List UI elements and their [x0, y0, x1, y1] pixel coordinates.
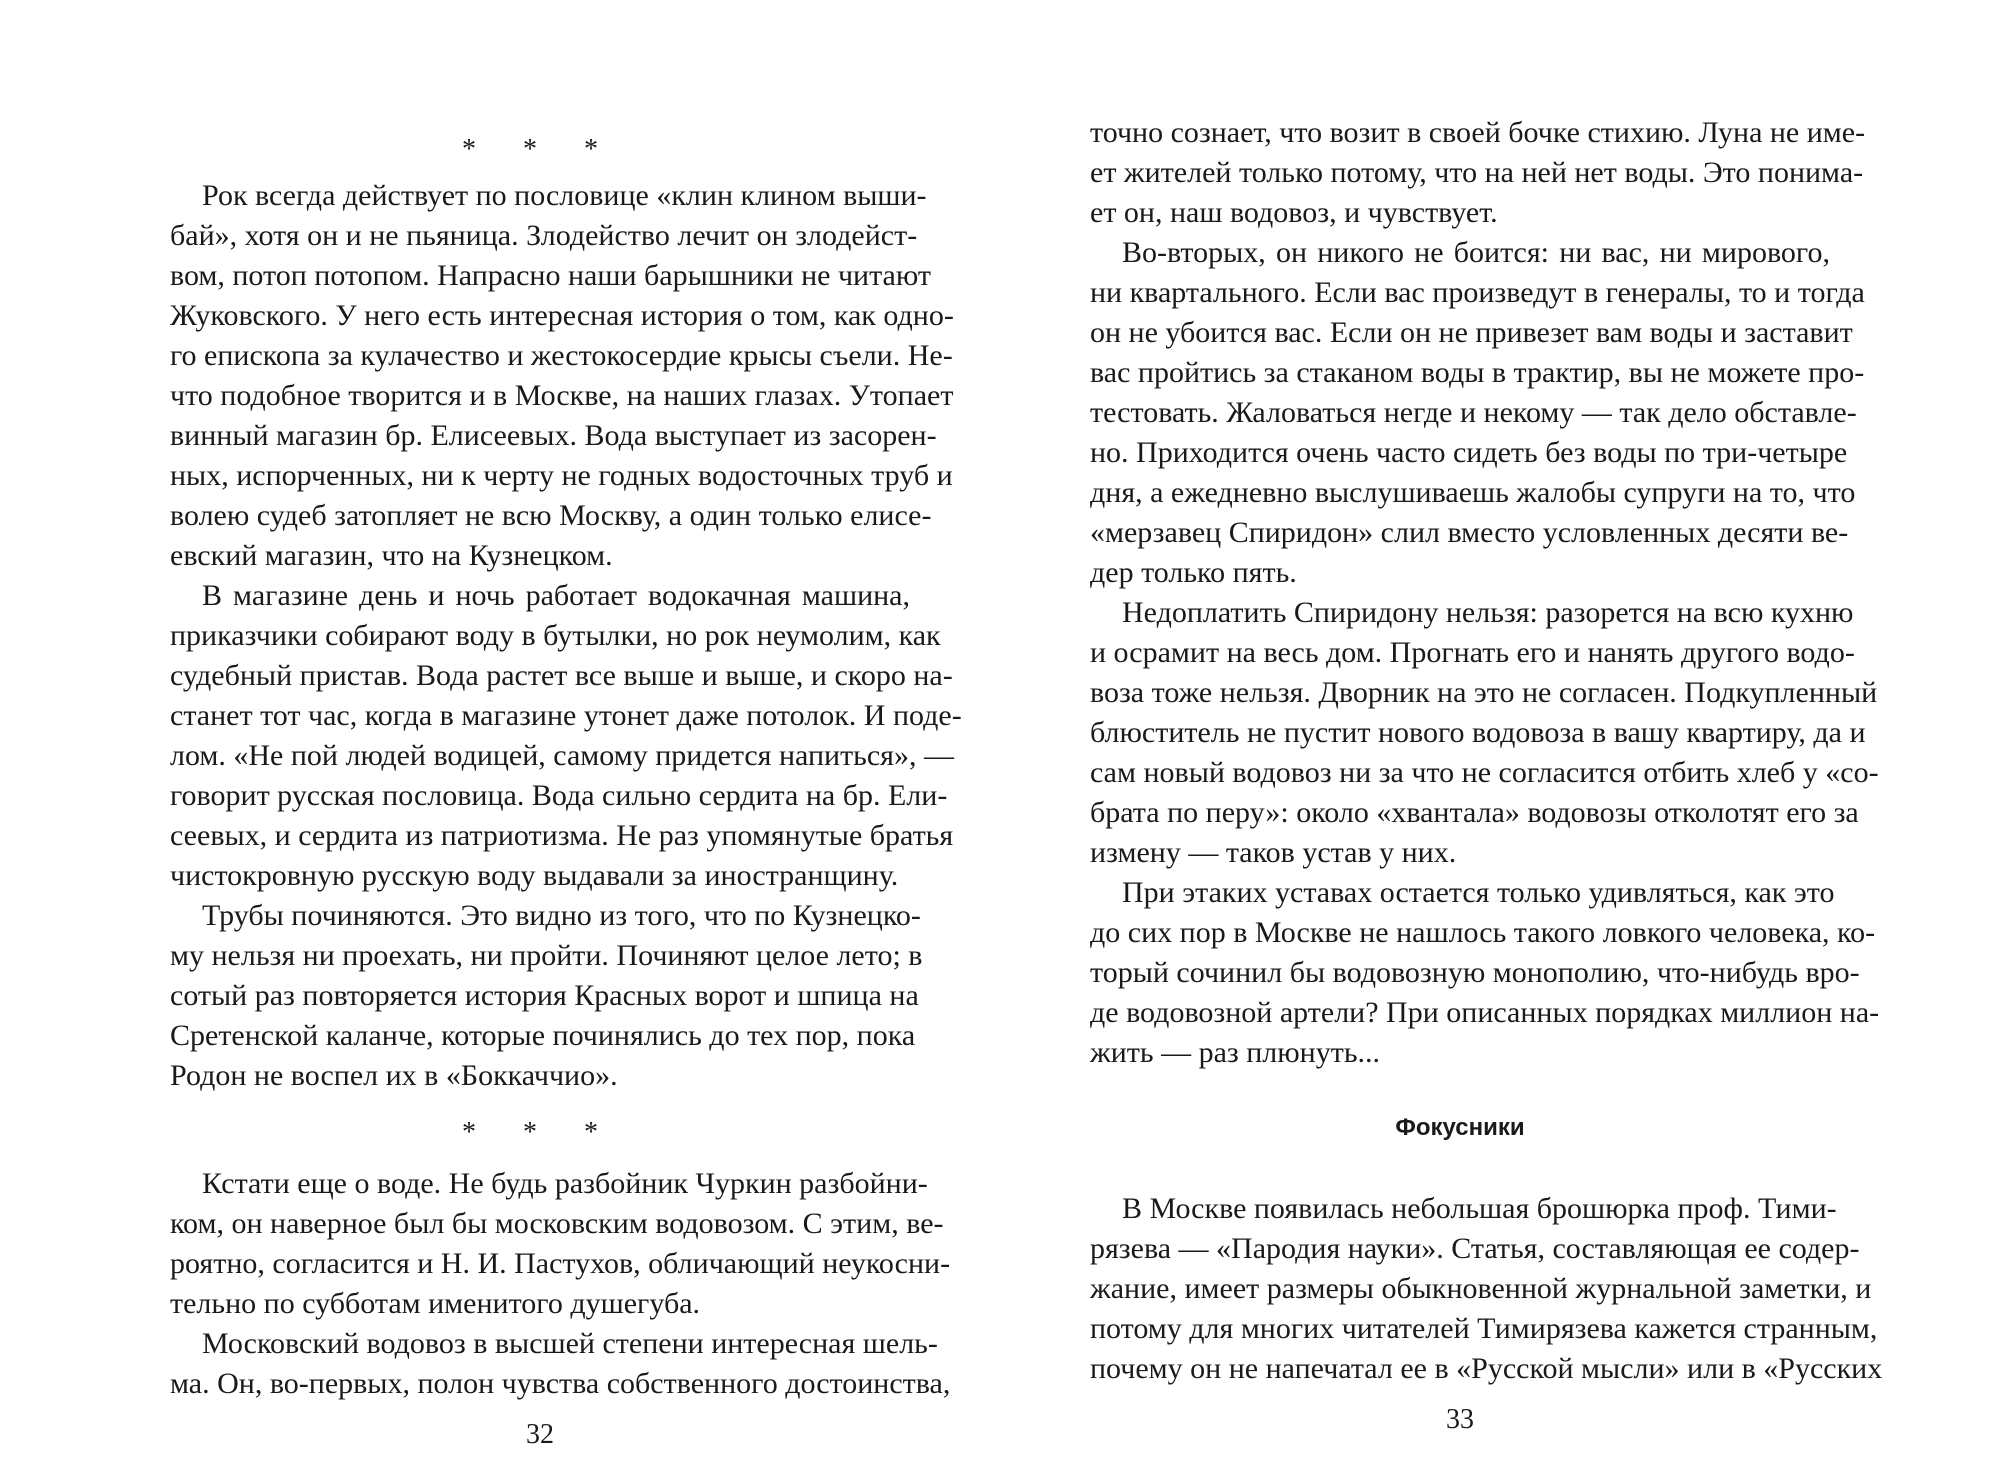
text-line: рязева — «Пародия науки». Статья, составляющая ее содер-	[1090, 1232, 1860, 1265]
text-line: точно сознает, что возит в своей бочке стихию. Луна не име-	[1090, 116, 1866, 149]
text-line: и осрамит на весь дом. Прогнать его и нанять другого водо-	[1090, 636, 1855, 669]
text-line: ма. Он, во-первых, полон чувства собственного достоинства,	[170, 1367, 951, 1400]
text-line: вом, потоп потопом. Напрасно наши барышники не читают	[170, 259, 932, 292]
page-number: 33	[1446, 1404, 1474, 1435]
text-line: бай», хотя он и не пьяница. Злодейство лечит он злодейст-	[170, 219, 918, 252]
section-heading: Фокусники	[1395, 1114, 1525, 1141]
text-line: жание, имеет размеры обыкновенной журнальной заметки, и	[1090, 1272, 1872, 1305]
text-line: потому для многих читателей Тимирязева кажется странным,	[1090, 1312, 1878, 1345]
section-separator: * * *	[462, 1117, 618, 1148]
text-line: В Москве появилась небольшая брошюрка проф. Тими-	[1122, 1192, 1837, 1225]
text-line: лом. «Не пой людей водицей, самому придется напиться», —	[170, 739, 954, 772]
text-line: го епископа за кулачество и жестокосердие крысы съели. Не-	[170, 339, 953, 372]
text-line: Родон не воспел их в «Боккаччио».	[170, 1059, 618, 1092]
text-line: ных, испорченных, ни к черту не годных водосточных труб и	[170, 459, 953, 492]
text-line: Трубы починяются. Это видно из того, что по Кузнецко-	[202, 899, 921, 932]
text-line: станет тот час, когда в магазине утонет даже потолок. И поде-	[170, 699, 962, 732]
text-line: он не убоится вас. Если он не привезет вам воды и заставит	[1090, 316, 1853, 349]
text-line: Жуковского. У него есть интересная история о том, как одно-	[170, 299, 954, 332]
text-line: дня, а ежедневно выслушиваешь жалобы супруги на то, что	[1090, 476, 1856, 509]
text-line: ет жителей только потому, что на ней нет воды. Это понима-	[1090, 156, 1864, 189]
text-line: роятно, согласится и Н. И. Пастухов, обличающий неукосни-	[170, 1247, 951, 1280]
text-line: При этаких уставах остается только удивляться, как это	[1122, 876, 1835, 909]
text-line: брата по перу»: около «хвантала» водовозы отколотят его за	[1090, 796, 1859, 829]
text-line: Кстати еще о воде. Не будь разбойник Чуркин разбойни-	[202, 1167, 928, 1200]
text-line: евский магазин, что на Кузнецком.	[170, 539, 613, 572]
text-line: торый сочинил бы водовозную монополию, что-нибудь вро-	[1090, 956, 1860, 989]
text-line: волею судеб затопляет не всю Москву, а один только елисе-	[170, 499, 932, 532]
text-line: ком, он наверное был бы московским водовозом. С этим, ве-	[170, 1207, 944, 1240]
text-line: почему он не напечатал ее в «Русской мысли» или в «Русских	[1090, 1352, 1883, 1385]
text-line: Недоплатить Спиридону нельзя: разорется на всю кухню	[1122, 596, 1854, 629]
text-line: Во-вторых, он никого не боится: ни вас, ни мирового,	[1122, 236, 1830, 269]
text-line: сотый раз повторяется история Красных ворот и шпица на	[170, 979, 919, 1012]
text-line: ет он, наш водовоз, и чувствует.	[1090, 196, 1498, 229]
section-separator: * * *	[462, 134, 618, 165]
text-line: измену — таков устав у них.	[1090, 836, 1457, 869]
text-line: приказчики собирают воду в бутылки, но рок неумолим, как	[170, 619, 941, 652]
text-line: тестовать. Жаловаться негде и некому — так дело обставле-	[1090, 396, 1857, 429]
text-line: чистокровную русскую воду выдавали за иностранщину.	[170, 859, 899, 892]
text-line: тельно по субботам именитого душегуба.	[170, 1287, 701, 1320]
text-line: де водовозной артели? При описанных порядках миллион на-	[1090, 996, 1880, 1029]
text-line: Рок всегда действует по пословице «клин клином выши-	[202, 179, 927, 212]
text-line: что подобное творится и в Москве, на наших глазах. Утопает	[170, 379, 954, 412]
text-line: жить — раз плюнуть...	[1090, 1036, 1381, 1069]
text-line: до сих пор в Москве не нашлось такого ловкого человека, ко-	[1090, 916, 1876, 949]
text-line: сам новый водовоз ни за что не согласится отбить хлеб у «со-	[1090, 756, 1879, 789]
text-line: Сретенской каланче, которые починялись до тех пор, пока	[170, 1019, 916, 1052]
page-number: 32	[526, 1419, 554, 1450]
text-line: дер только пять.	[1090, 556, 1297, 589]
text-line: судебный пристав. Вода растет все выше и выше, и скоро на-	[170, 659, 953, 692]
text-line: винный магазин бр. Елисеевых. Вода выступает из засорен-	[170, 419, 937, 452]
text-line: говорит русская пословица. Вода сильно сердита на бр. Ели-	[170, 779, 948, 812]
text-line: но. Приходится очень часто сидеть без воды по три-четыре	[1090, 436, 1848, 469]
text-line: воза тоже нельзя. Дворник на это не согласен. Подкупленный	[1090, 676, 1878, 709]
text-line: сеевых, и сердита из патриотизма. Не раз упомянутые братья	[170, 819, 954, 852]
text-line: «мерзавец Спиридон» слил вместо условленных десяти ве-	[1090, 516, 1849, 549]
text-line: Московский водовоз в высшей степени интересная шель-	[202, 1327, 938, 1360]
text-line: му нельзя ни проехать, ни пройти. Починяют целое лето; в	[170, 939, 923, 972]
text-line: блюститель не пустит нового водовоза в вашу квартиру, да и	[1090, 716, 1866, 749]
text-line: вас пройтись за стаканом воды в трактир, вы не можете про-	[1090, 356, 1865, 389]
text-line: В магазине день и ночь работает водокачная машина,	[202, 579, 910, 612]
text-line: ни квартального. Если вас произведут в генералы, то и тогда	[1090, 276, 1865, 309]
